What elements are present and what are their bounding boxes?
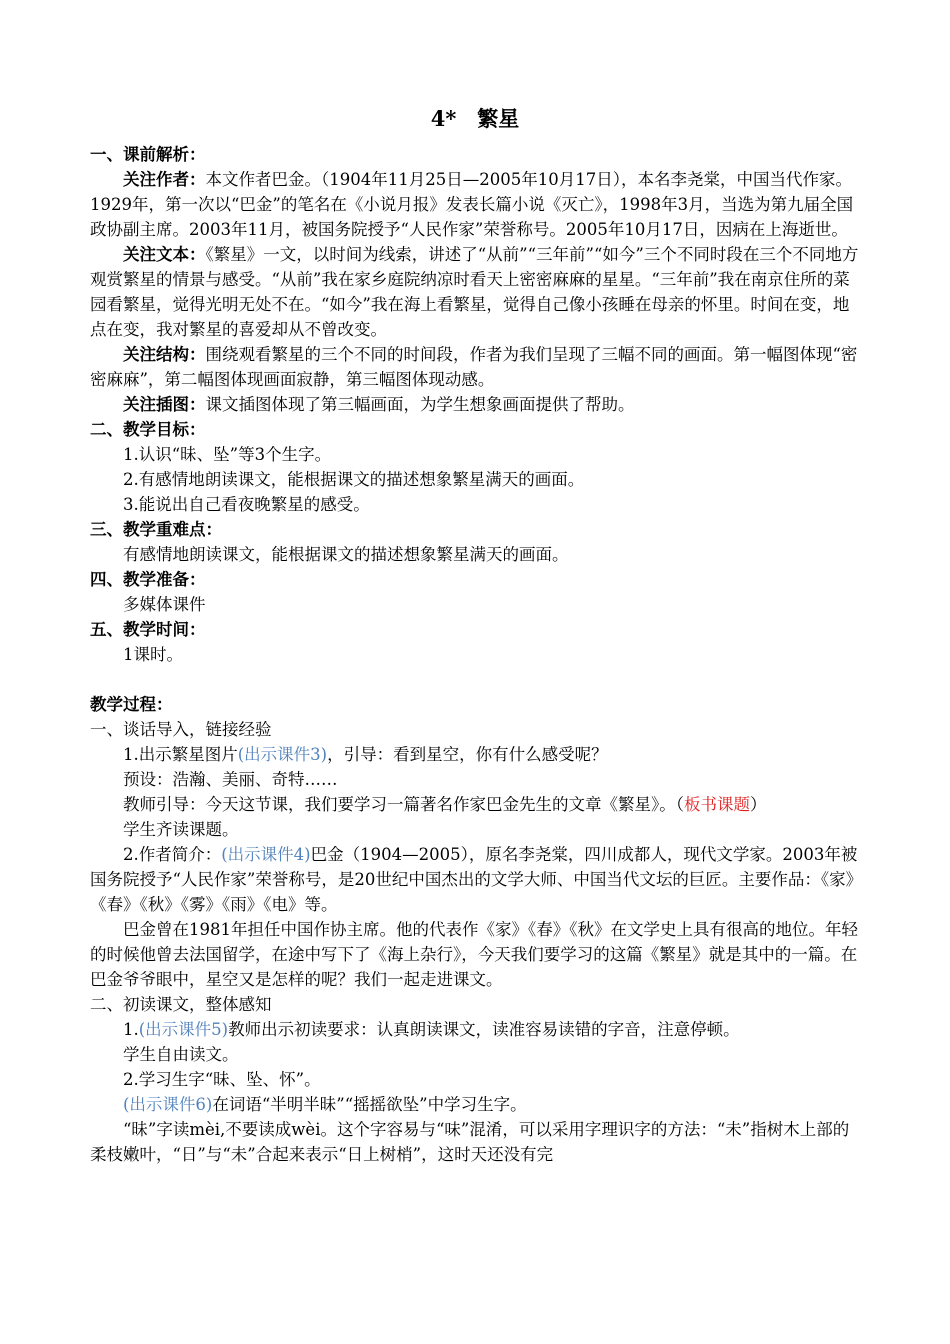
process-text: ） (750, 795, 767, 814)
process-text: 教师出示初读要求：认真朗读课文，读准容易读错的字音，注意停顿。 (228, 1020, 740, 1039)
label-illustration: 关注插图： (123, 395, 206, 414)
process-paragraph: 学生自由读文。 (123, 1045, 239, 1064)
process-paragraph: “昧”字读mèi,不要读成wèi。这个字容易与“味”混淆，可以采用字理识字的方法：“未”指树木上部的柔枝嫩叶，“日”与“未”合起来表示“日上树梢”，这时天还没有完 (90, 1120, 850, 1164)
process-paragraph: 巴金曾在1981年担任中国作协主席。他的代表作《家》《春》《秋》在文学史上具有很高的地位。年轻的时候他曾去法国留学，在途中写下了《海上杂行》，今天我们要学习的这篇《繁星》就是其中的一篇。在巴金爷爷眼中，星空又是怎样的呢？我们一起走进课文。 (90, 920, 858, 989)
process-paragraph: 预设：浩瀚、美丽、奇特…… (123, 770, 338, 789)
process-text: 1. (123, 1020, 139, 1039)
process-text: 巴金（1904—2005），原名李尧棠，四川成都人，现代文学家。2003年被国务院授予“人民作家”荣誉称号，是20世纪中国杰出的文学大师、中国当代文坛的巨匠。主要作品：《家》《春》《秋》《雾》《雨》《电》等。 (90, 845, 858, 914)
label-text: 关注文本： (123, 245, 206, 264)
process-text: 2.作者简介： (123, 845, 222, 864)
paragraph-author (90, 167, 860, 242)
process-text: ，引导：看到星空，你有什么感受呢？ (327, 745, 608, 764)
paragraph-illustration (90, 392, 860, 417)
courseware-ref: (出示课件6) (123, 1095, 213, 1114)
section-heading-goals: 二、教学目标： (90, 420, 206, 439)
process-paragraph (90, 792, 860, 817)
courseware-ref: (出示课件3) (237, 745, 328, 764)
paragraph-text (90, 242, 860, 342)
process-paragraph (90, 1092, 860, 1117)
preparation-text: 多媒体课件 (123, 595, 206, 614)
courseware-ref: (出示课件5) (138, 1020, 229, 1039)
process-part2-heading: 二、初读课文，整体感知 (90, 995, 272, 1014)
label-author: 关注作者： (123, 170, 206, 189)
process-text: 教师引导：今天这节课，我们要学习一篇著名作家巴金先生的文章《繁星》。（ (123, 795, 684, 814)
process-part1-heading: 一、谈话导入，链接经验 (90, 720, 272, 739)
document-title: 4* 繁星 (430, 106, 520, 131)
goal-item: 1.认识“昧、坠”等3个生字。 (123, 445, 332, 464)
section-heading-preparation: 四、教学准备： (90, 570, 206, 589)
process-paragraph: 2.学习生字“昧、坠、怀”。 (123, 1070, 321, 1089)
courseware-ref: (出示课件4) (221, 845, 311, 864)
goal-item: 2.有感情地朗读课文，能根据课文的描述想象繁星满天的画面。 (123, 470, 585, 489)
process-heading: 教学过程： (90, 695, 173, 714)
text-illustration: 课文插图体现了第三幅画面，为学生想象画面提供了帮助。 (205, 395, 635, 414)
section-heading-pre-analysis: 一、课前解析： (90, 145, 206, 164)
goal-item: 3.能说出自己看夜晚繁星的感受。 (123, 495, 370, 514)
section-heading-key-points: 三、教学重难点： (90, 520, 222, 539)
paragraph-structure (90, 342, 860, 392)
label-structure: 关注结构： (123, 345, 206, 364)
key-points-text: 有感情地朗读课文，能根据课文的描述想象繁星满天的画面。 (123, 545, 569, 564)
process-paragraph (90, 842, 860, 917)
spacer (90, 667, 860, 692)
section-heading-time: 五、教学时间： (90, 620, 206, 639)
board-writing-note: 板书课题 (684, 795, 750, 814)
process-paragraph (90, 1017, 860, 1042)
process-text: 1.出示繁星图片 (123, 745, 238, 764)
process-text: 在词语“半明半昧”“摇摇欲坠”中学习生字。 (212, 1095, 527, 1114)
text-text: 《繁星》一文，以时间为线索，讲述了“从前”“三年前”“如今”三个不同时段在三个不同地方观赏繁星的情景与感受。“从前”我在家乡庭院纳凉时看天上密密麻麻的星星。“三年前”我在南京住所的菜园看繁星，觉得光明无处不在。“如今”我在海上看繁星，觉得自己像小孩睡在母亲的怀里。时间在变，地点在变，我对繁星的喜爱却从不曾改变。 (90, 245, 859, 339)
process-paragraph (90, 742, 860, 767)
text-structure: 围绕观看繁星的三个不同的时间段，作者为我们呈现了三幅不同的画面。第一幅图体现“密密麻麻”，第二幅图体现画面寂静，第三幅图体现动感。 (90, 345, 858, 389)
time-text: 1课时。 (123, 645, 183, 664)
text-author: 本文作者巴金。（1904年11月25日—2005年10月17日），本名李尧棠，中国当代作家。1929年，第一次以“巴金”的笔名在《小说月报》发表长篇小说《灭亡》，1998年3月，当选为第九届全国政协副主席。2003年11月，被国务院授予“人民作家”荣誉称号。2005年10月17日，因病在上海逝世。 (90, 170, 854, 239)
process-paragraph: 学生齐读课题。 (123, 820, 239, 839)
